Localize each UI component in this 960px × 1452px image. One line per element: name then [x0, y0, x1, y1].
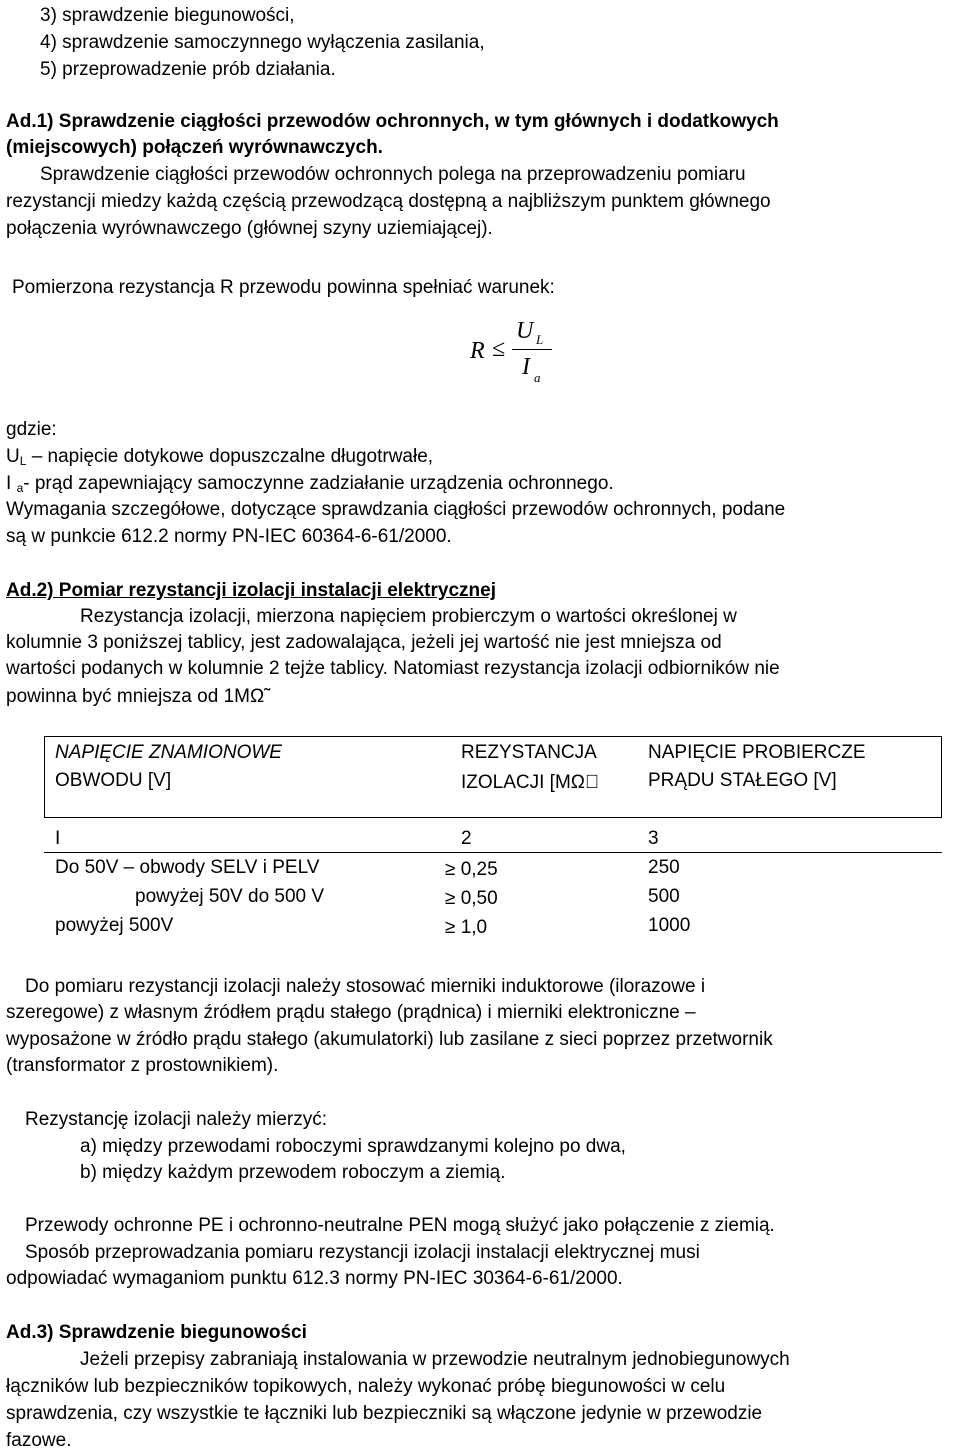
ad2-heading: Ad.2) Pomiar rezystancji izolacji instalacji elektrycznej [6, 580, 496, 601]
meters-line2: szeregowe) z własnym źródłem prądu stałego (prądnica) i mierniki elektroniczne – [6, 1002, 696, 1023]
measure-intro: Rezystancję izolacji należy mierzyć: [25, 1109, 327, 1130]
header-resistance-line1: REZYSTANCJA [461, 742, 597, 763]
table-divider [44, 852, 942, 853]
method-line2: odpowiadać wymaganiom punktu 612.3 normy PN-IEC 30364-6-61/2000. [6, 1268, 623, 1289]
ad1-para-line3: połączenia wyrównawczego (głównej szyny uziemiającej). [6, 218, 493, 239]
col-number-2: 2 [461, 828, 472, 849]
table-row-3-test: 1000 [648, 915, 691, 936]
method-line1: Sposób przeprowadzania pomiaru rezystancji izolacji instalacji elektrycznej musi [25, 1242, 700, 1263]
table-row-3-voltage: powyżej 500V [55, 915, 174, 936]
ad1-condition: Pomierzona rezystancja R przewodu powinna spełniać warunek: [12, 277, 555, 298]
header-test-line2: PRĄDU STAŁEGO [V] [648, 770, 837, 791]
formula-denominator: I [522, 354, 530, 380]
header-voltage-line1: NAPIĘCIE ZNAMIONOWE [55, 742, 282, 763]
ad3-para-line1: Jeżeli przepisy zabraniają instalowania w przewodzie neutralnym jednobiegunowych [80, 1349, 790, 1370]
formula-lhs: R [470, 338, 485, 364]
formula-operator: ≤ [492, 336, 506, 362]
ad1-heading-line1: Ad.1) Sprawdzenie ciągłości przewodów ochronnych, w tym głównych i dodatkowych [6, 111, 779, 132]
ia-definition [6, 473, 614, 499]
meters-line4: (transformator z prostownikiem). [6, 1055, 279, 1076]
ad3-para-line4: fazowe. [6, 1430, 72, 1451]
header-resistance-line2: IZOLACJI [MΩ⃞ [461, 772, 600, 793]
where-label: gdzie: [6, 419, 57, 440]
list-item-3: 3) sprawdzenie biegunowości, [40, 5, 295, 26]
list-item-5: 5) przeprowadzenie prób działania. [40, 59, 336, 80]
ad1-heading-line2: (miejscowych) połączeń wyrównawczych. [6, 137, 383, 158]
header-test-line1: NAPIĘCIE PROBIERCZE [648, 742, 866, 763]
fraction-bar [512, 349, 552, 350]
measure-item-b: b) między każdym przewodem roboczym a ziemią. [80, 1162, 506, 1183]
ad3-heading: Ad.3) Sprawdzenie biegunowości [6, 1322, 307, 1343]
measure-item-a: a) między przewodami roboczymi sprawdzanymi kolejno po dwa, [80, 1136, 626, 1157]
formula-numerator-sub: L [536, 332, 544, 347]
ad3-para-line3: sprawdzenia, czy wszystkie te łączniki lub bezpieczniki są włączone jedynie w przewodzie [6, 1403, 763, 1424]
table-row-1-test: 250 [648, 857, 680, 878]
table-row-2-test: 500 [648, 886, 680, 907]
meters-line1: Do pomiaru rezystancji izolacji należy stosować mierniki induktorowe (ilorazowe i [25, 976, 706, 997]
formula-numerator: U [516, 318, 534, 344]
ad2-para-line3: wartości podanych w kolumnie 2 tejże tablicy. Natomiast rezystancja izolacji odbiorników nie [6, 658, 780, 679]
requirements-line2: są w punkcie 612.2 normy PN-IEC 60364-6-61/2000. [6, 526, 452, 547]
meters-line3: wyposażone w źródło prądu stałego (akumulatorki) lub zasilane z sieci poprzez przetwornik [6, 1029, 773, 1050]
ad1-para-line1: Sprawdzenie ciągłości przewodów ochronnych polega na przeprowadzeniu pomiaru [40, 164, 746, 185]
resistance-formula [470, 318, 590, 393]
requirements-line1: Wymagania szczegółowe, dotyczące sprawdzania ciągłości przewodów ochronnych, podane [6, 499, 786, 520]
ad2-para-line1: Rezystancja izolacji, mierzona napięciem probierczym o wartości określonej w [80, 606, 737, 627]
ad1-para-line2: rezystancji miedzy każdą częścią przewodzącą dostępną a najbliższym punktem głównego [6, 191, 771, 212]
ia-subscript: a [16, 481, 24, 495]
table-row-3-resistance: ≥ 1,0 [445, 917, 488, 938]
ul-text: – napięcie dotykowe dopuszczalne długotrwałe, [26, 446, 434, 467]
ad3-para-line2: łączników lub bezpieczników topikowych, należy wykonać próbę biegunowości w celu [6, 1376, 726, 1397]
ul-subscript: L [19, 454, 27, 468]
pe-note: Przewody ochronne PE i ochronno-neutralne PEN mogą służyć jako połączenie z ziemią. [25, 1215, 775, 1236]
ul-symbol: U [6, 446, 20, 467]
table-row-1-resistance: ≥ 0,25 [445, 859, 498, 880]
list-item-4: 4) sprawdzenie samoczynnego wyłączenia zasilania, [40, 32, 485, 53]
ul-definition [6, 446, 433, 472]
ia-symbol: I [6, 473, 17, 494]
table-row-2-resistance: ≥ 0,50 [445, 888, 498, 909]
table-row-2-voltage: powyżej 50V do 500 V [135, 886, 325, 907]
ad2-para-line4: powinna być mniejsza od 1MΩ̃ [6, 686, 265, 707]
ia-text: - prąd zapewniający samoczynne zadziałanie urządzenia ochronnego. [23, 473, 614, 494]
col-number-1: I [55, 828, 61, 849]
ad2-para-line2: kolumnie 3 poniższej tablicy, jest zadowalająca, jeżeli jej wartość nie jest mniejsza od [6, 632, 722, 653]
header-voltage-line2: OBWODU [V] [55, 770, 172, 791]
insulation-table [44, 736, 942, 942]
formula-denominator-sub: a [534, 370, 541, 385]
col-number-3: 3 [648, 828, 659, 849]
table-row-1-voltage: Do 50V – obwody SELV i PELV [55, 857, 320, 878]
